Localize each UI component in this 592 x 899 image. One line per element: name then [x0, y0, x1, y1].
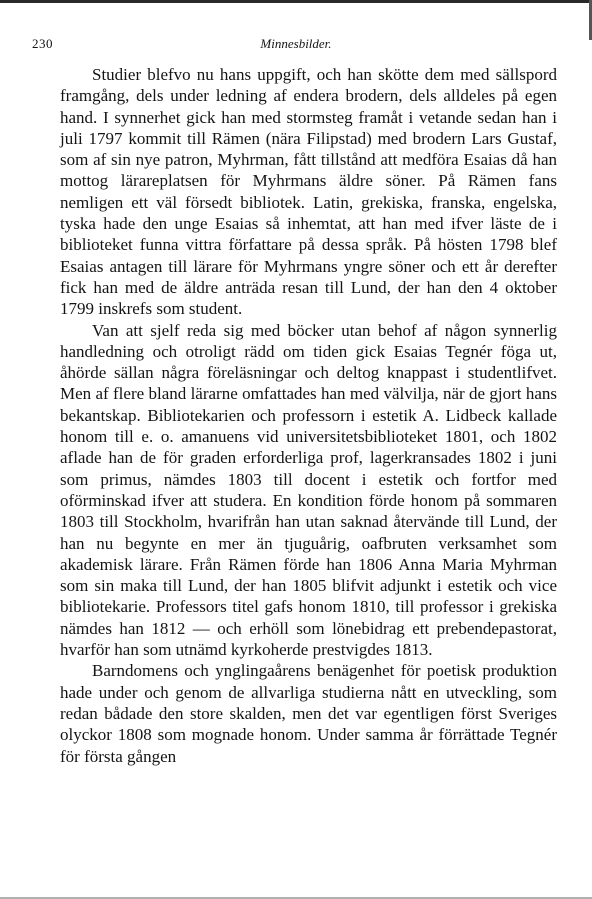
page-header [32, 36, 560, 58]
running-title: Minnesbilder. [260, 36, 332, 51]
top-edge-rule [0, 0, 592, 3]
paragraph-3: Barndomens och ynglingaårens benägenhet för poetisk produktion hade under och genom de allvarliga studierna nått en utveckling, som redan bådade den store skalden, men det var egentligen först Sveriges olyckor 1808 som mognade honom. Under samma år förrättade Tegnér för första gången [60, 661, 557, 766]
body-text [60, 64, 557, 767]
paragraph-2: Van att sjelf reda sig med böcker utan behof af någon synnerlig handledning och otroligt rädd om tiden gick Esaias Tegnér föga ut, åhörde sällan några föreläsningar och deltog knappast i studentlifvet. Men af flere bland lärarne omfattades han med välvilja, när de gjort hans bekantskap. Bibliotekarien och professorn i estetik A. Lidbeck kallade honom till e. o. amanuens vid universitetsbiblioteket 1801, och 1802 aflade han de för graden erforderliga prof, lagerkransades 1802 i juni som primus, nämdes 1803 till docent i estetik och fortfor med oförminskad ifver att studera. En kondition förde honom på sommaren 1803 till Stockholm, hvarifrån han utan saknad återvände till Lund, der han nu begynte en mer än tjuguårig, oafbruten verksamhet som akademisk lärare. Från Rämen förde han 1806 Anna Maria Myhrman som sin maka till Lund, der han 1805 blifvit adjunkt i estetik och vice bibliotekarie. Professors titel gafs honom 1810, till professor i grekiska nämdes han 1812 — och erhöll som lönebidrag ett prebendepastorat, hvarför han som utnämd kyrkoherde prestvigdes 1813. [60, 320, 557, 660]
paragraph-1: Studier blefvo nu hans uppgift, och han skötte dem med sällspord framgång, dels under ledning af endera brodern, dels alldeles på egen hand. I synnerhet gick han med stormsteg framåt i vetande sedan han i juli 1797 kommit till Rämen (nära Filipstad) med brodern Lars Gustaf, som af sin nye patron, Myhrman, fått tillstånd att medföra Esaias då han mottog lärareplatsen för Myhrmans äldre söner. På Rämen fans nemligen ett väl försedt bibliotek. Latin, grekiska, franska, engelska, tyska hade den unge Esaias så inhemtat, att han med ifver läste de i biblioteket funna vittra författare på dessa språk. På hösten 1798 blef Esaias antagen till lärare för Myhrmans yngre söner och ett år derefter fick han med de äldre anträda resan till Lund, der han den 4 oktober 1799 inskrefs som student. [60, 65, 557, 319]
page-number: 230 [32, 36, 53, 51]
